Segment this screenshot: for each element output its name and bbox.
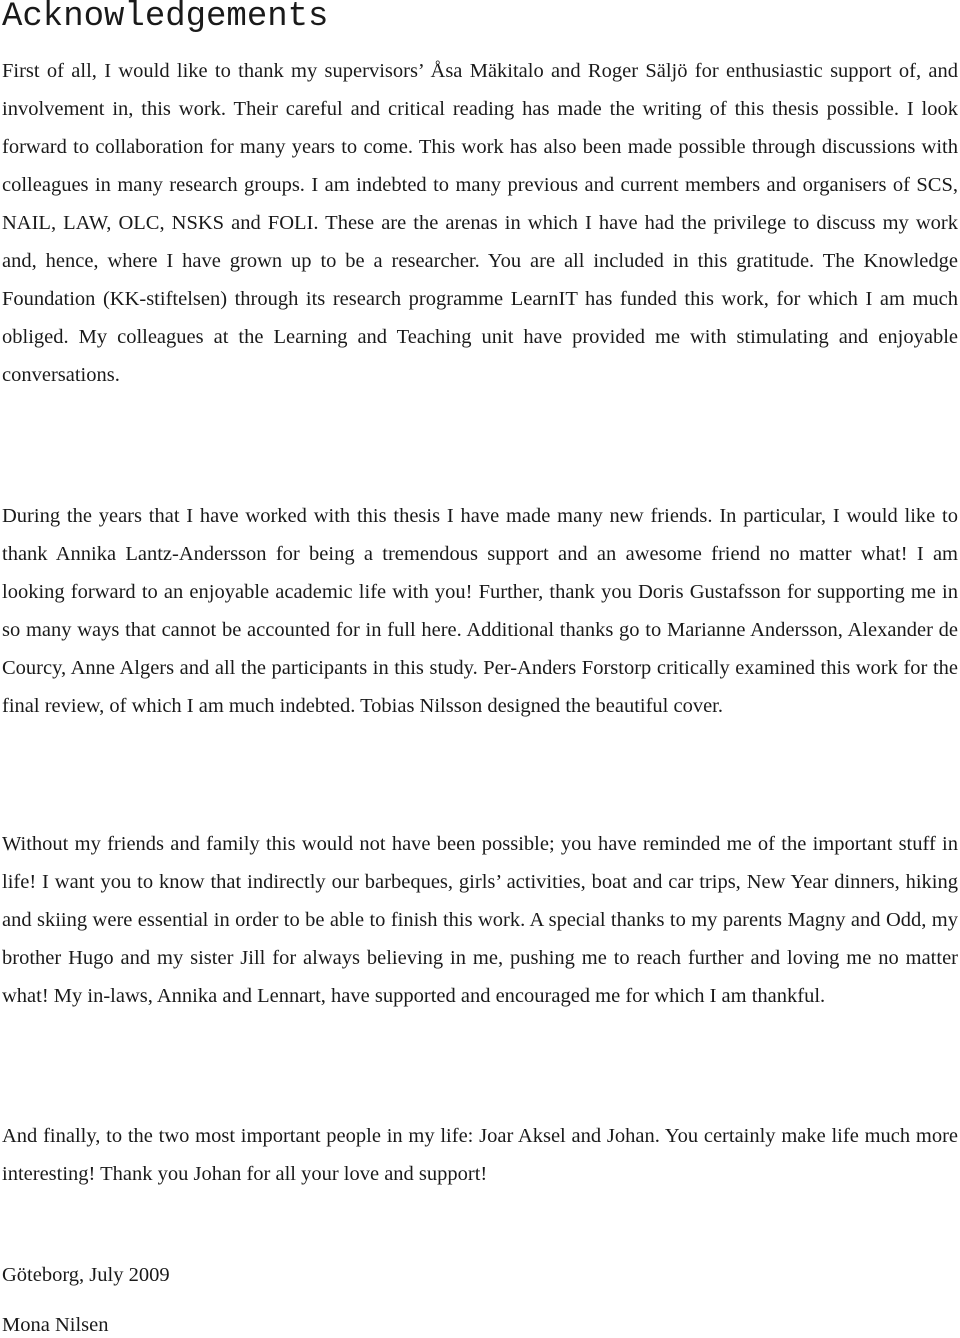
paragraph-friends: During the years that I have worked with this thesis I have made many new friends. In particular, I would like to thank Annika Lantz-Andersson for being a tremendous support and an awesome friend no matter what! I am looking forward to an enjoyable academic life with you! Further, thank you Doris Gustafsson for supporting me in so many ways that cannot be accounted for in full here. Additional thanks go to Marianne Andersson, Alexander de Courcy, Anne Algers and all the participants in this study. Per-Anders Forstorp critically examined this work for the final review, of which I am much indebted. Tobias Nilsson designed the beautiful cover. bbox=[2, 505, 958, 717]
page-title: Acknowledgements bbox=[2, 0, 329, 36]
place-date: Göteborg, July 2009 bbox=[2, 1264, 170, 1286]
paragraph-family: Without my friends and family this would not have been possible; you have reminded me of the important stuff in life! I want you to know that indirectly our barbeques, girls’ activities, boat and car trips, New Year dinners, hiking and skiing were essential in order to be able to finish this work. A special thanks to my parents Magny and Odd, my brother Hugo and my sister Jill for always believing in me, pushing me to reach further and loving me no matter what! My in-laws, Annika and Lennart, have supported and encouraged me for which I am thankful. bbox=[2, 833, 958, 1007]
paragraph-closing: And finally, to the two most important people in my life: Joar Aksel and Johan. You certainly make life much more interesting! Thank you Johan for all your love and support! bbox=[2, 1125, 958, 1185]
document-page bbox=[2, 0, 958, 1336]
paragraph-supervisors: First of all, I would like to thank my supervisors’ Åsa Mäkitalo and Roger Säljö for enthusiastic support of, and involvement in, this work. Their careful and critical reading has made the writing of this thesis possible. I look forward to collaboration for many years to come. This work has also been made possible through discussions with colleagues in many research groups. I am indebted to many previous and current members and organisers of SCS, NAIL, LAW, OLC, NSKS and FOLI. These are the arenas in which I have had the privilege to discuss my work and, hence, where I have grown up to be a researcher. You are all included in this gratitude. The Knowledge Foundation (KK-stiftelsen) through its research programme LearnIT has funded this work, for which I am much obliged. My colleagues at the Learning and Teaching unit have provided me with stimulating and enjoyable conversations. bbox=[2, 60, 958, 386]
author-name: Mona Nilsen bbox=[2, 1314, 109, 1336]
